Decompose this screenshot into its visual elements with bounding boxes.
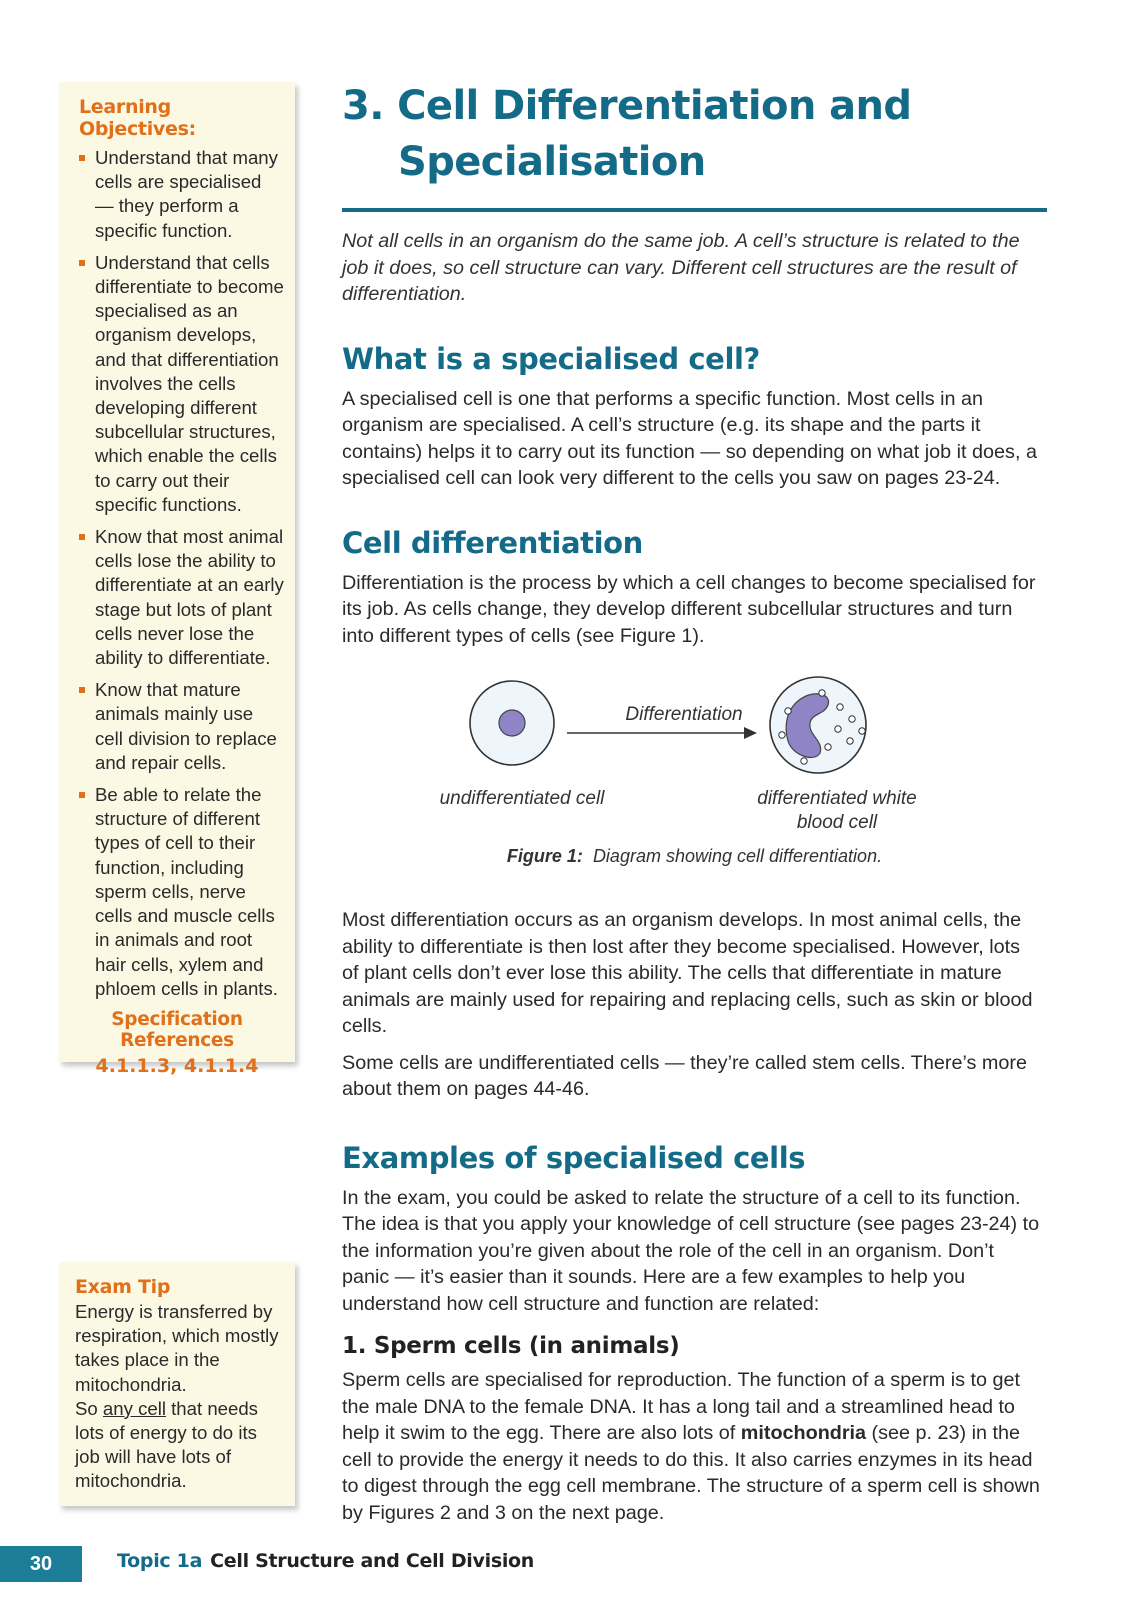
sperm-text-start: Sperm cells are specialised for reproduction. The function of a sperm is to get the male DNA to the female DNA. It has a long tail and a streamlined head to help it swim to the egg. There are also lots of: [342, 1369, 1021, 1444]
section-heading-examples: Examples of specialised cells: [342, 1140, 806, 1175]
objective-item: [69, 678, 285, 775]
caption-text: Diagram showing cell differentiation.: [592, 846, 883, 866]
title-line-1: 3. Cell Differentiation and: [342, 83, 912, 129]
exam-tip-sentence-2-start: So: [75, 1397, 103, 1419]
caption-label: Figure 1:: [506, 846, 583, 866]
objective-item: [69, 251, 285, 517]
white-blood-cell-icon: [770, 677, 866, 773]
page-title: [342, 78, 1047, 190]
main-content: [342, 78, 1047, 1526]
objective-item: [69, 146, 285, 243]
intro-paragraph: Not all cells in an organism do the same job. A cell’s structure is related to the job it does, so cell structure can vary. Different cell structures are the result of differentiation.: [342, 230, 1020, 305]
exam-tip-heading: Exam Tip: [75, 1276, 171, 1298]
learning-objectives-box: [59, 82, 295, 1077]
differentiation-diagram: [342, 657, 1047, 847]
objective-text: Know that mature animals mainly use cell division to replace and repair cells.: [95, 679, 277, 773]
objectives-list: [69, 146, 285, 1001]
exam-tip-emphasis: any cell: [102, 1397, 166, 1419]
objective-text: Know that most animal cells lose the ability to differentiate at an early stage but lots of plant cells never lose the ability to differentiate.: [95, 526, 284, 669]
footer-topic: [117, 1550, 534, 1572]
undifferentiated-cell-label: undifferentiated cell: [439, 788, 605, 809]
square-bullet-icon: [79, 260, 85, 266]
objective-text: Understand that many cells are specialised — they perform a specific function.: [95, 147, 278, 241]
figure-caption: [342, 846, 1047, 867]
paragraph-differentiation-2: Most differentiation occurs as an organism develops. In most animal cells, the ability to differentiate is then lost after they become specialised. However, lots of plant cells don’t ever lose this ability. The cells that differentiate in mature animals are mainly used for repairing and replacing cells, such as skin or blood cells.: [342, 909, 1033, 1037]
exam-tip-box: [59, 1262, 295, 1506]
paragraph-examples: In the exam, you could be asked to relate the structure of a cell to its function. The idea is that you apply your knowledge of cell structure (see pages 23-24) to the information you’re given about the role of the cell in an organism. Don’t panic — it’s easier than it sounds. Here are a few examples to help you understand how cell structure and function are related:: [342, 1186, 1040, 1315]
arrow-label: Differentiation: [625, 704, 743, 725]
paragraph-specialised-cell: A specialised cell is one that performs a specific function. Most cells in an organism are specialised. A cell’s structure (e.g. its shape and the parts it contains) helps it to carry out its function — so depending on what job it does, a specialised cell can look very different to the cells you saw on pages 23-24.: [342, 387, 1037, 489]
arrow-head-icon: [744, 727, 757, 739]
square-bullet-icon: [79, 534, 85, 540]
paragraph-differentiation-1: Differentiation is the process by which a cell changes to become specialised for its job. As cells change, they develop different subcellular structures and turn into different types of cells (see Figure 1).: [342, 571, 1036, 647]
specification-codes: 4.1.1.3, 4.1.1.4: [95, 1054, 259, 1077]
title-divider: [342, 208, 1047, 212]
sperm-text-end: (see p. 23) in the cell to provide the energy it needs to do this. It also carries enzymes in its head to digest through the egg cell membrane. The structure of a sperm cell is shown by Figures 2 and 3 on the next page.: [342, 1422, 1040, 1524]
specification-references-heading: Specification References: [111, 1008, 243, 1051]
objective-item: [69, 525, 285, 670]
paragraph-sperm-cells: [342, 1367, 1042, 1526]
exam-tip-text: [75, 1300, 283, 1494]
subheading-sperm-cells: 1. Sperm cells (in animals): [342, 1333, 680, 1359]
topic-title: Cell Structure and Cell Division: [210, 1550, 535, 1572]
sperm-text-keyword: mitochondria: [740, 1422, 867, 1444]
objective-item: [69, 783, 285, 1001]
title-line-2: Specialisation: [398, 139, 706, 185]
section-heading-cell-differentiation: Cell differentiation: [342, 525, 643, 560]
objective-text: Understand that cells differentiate to become specialised as an organism develops, and that differentiation involves the cells developing different subcellular structures, which enable the cells to carry out their specific functions.: [95, 251, 284, 515]
exam-tip-sentence-2-end: that needs lots of energy to do its job will have lots of mitochondria.: [75, 1397, 258, 1492]
exam-tip-sentence-1: Energy is transferred by respiration, which mostly takes place in the mitochondria.: [75, 1301, 279, 1395]
square-bullet-icon: [79, 792, 85, 798]
section-heading-specialised-cell: What is a specialised cell?: [342, 341, 760, 376]
paragraph-stem-cells: Some cells are undifferentiated cells — they’re called stem cells. There’s more about them on pages 44-46.: [342, 1051, 1027, 1100]
square-bullet-icon: [79, 687, 85, 693]
topic-tag: Topic 1a: [117, 1550, 203, 1572]
figure-cell-differentiation: [342, 657, 1047, 907]
objective-text: Be able to relate the structure of different types of cell to their function, including sperm cells, nerve cells and muscle cells in animals and root hair cells, xylem and phloem cells in plants.: [95, 784, 278, 999]
square-bullet-icon: [79, 155, 85, 161]
white-blood-cell-label: differentiated white blood cell: [757, 788, 917, 833]
nucleus-icon: [499, 710, 525, 736]
page-number: 30: [0, 1546, 82, 1582]
learning-objectives-heading: Learning Objectives:: [79, 96, 196, 140]
